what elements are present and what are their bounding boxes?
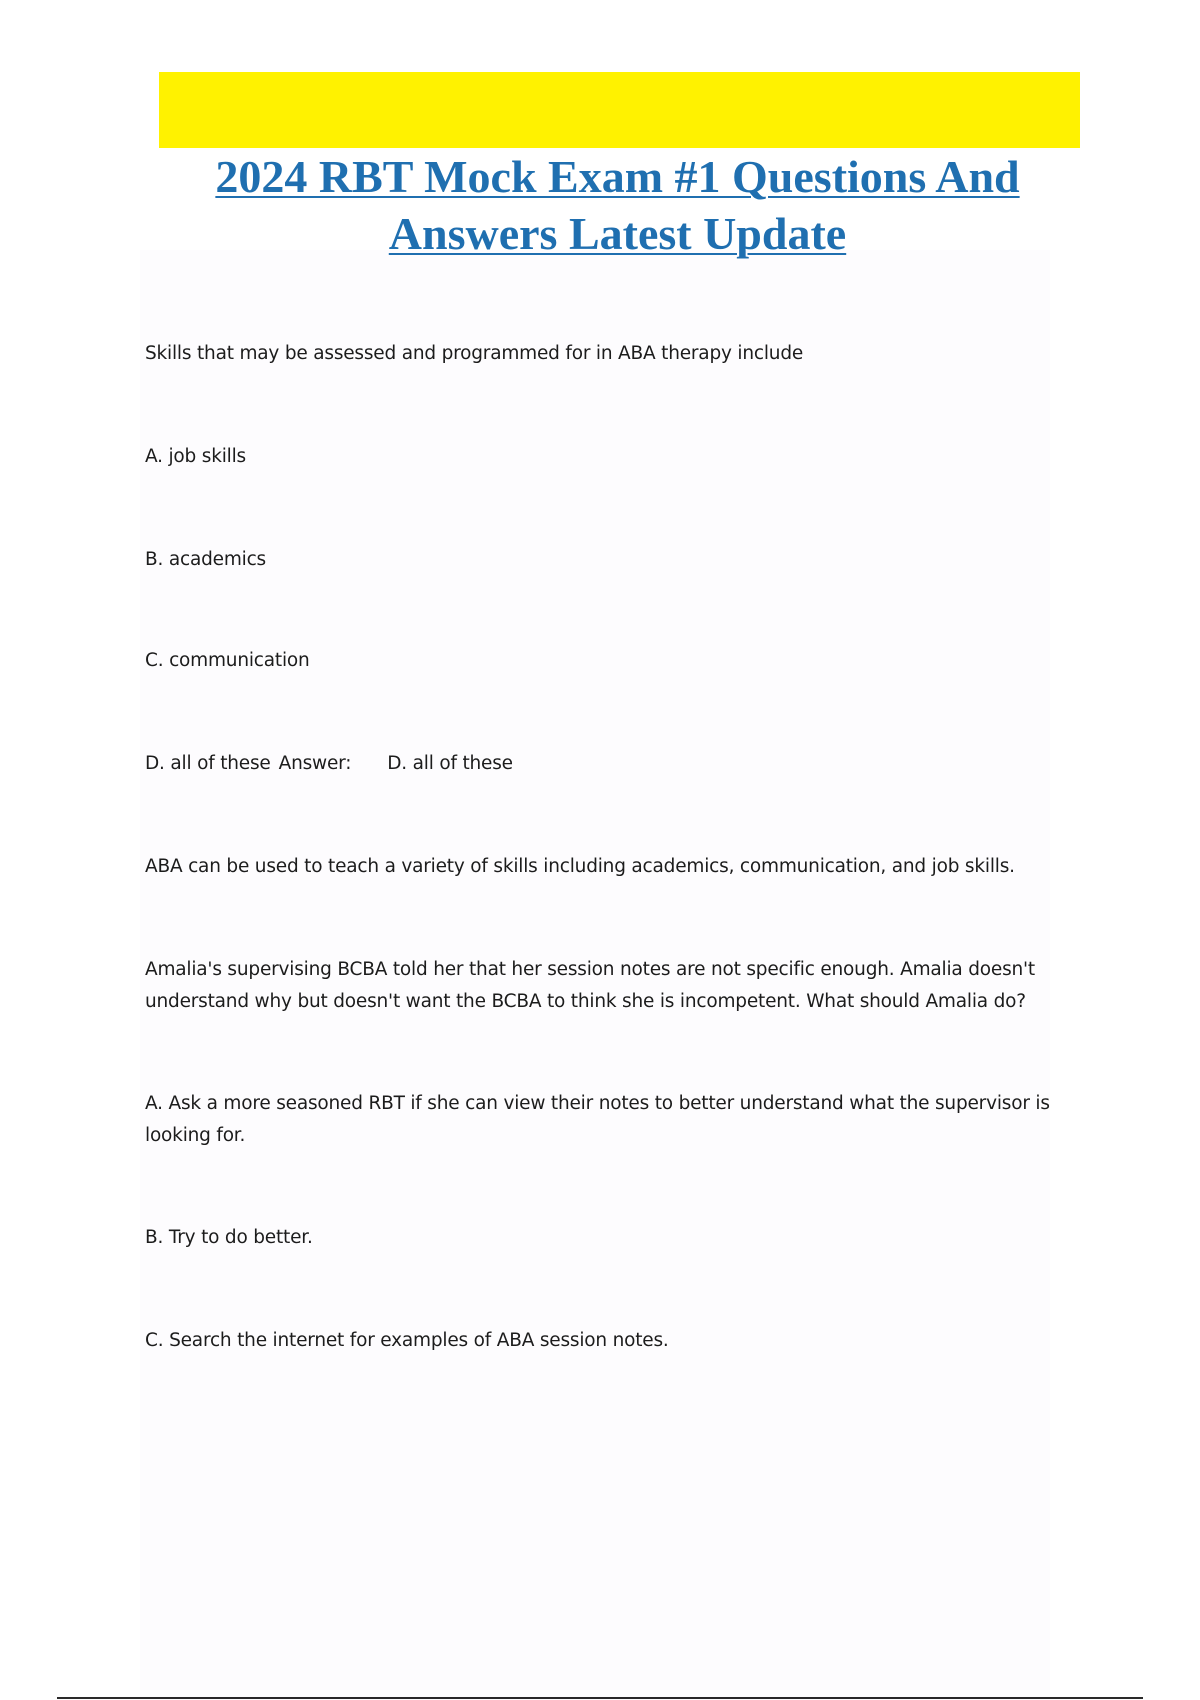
title-line-1: 2024 RBT Mock Exam #1 Questions And xyxy=(215,151,1020,202)
question-2-option-c: C. Search the internet for examples of ABA session notes. xyxy=(145,1330,669,1351)
title-highlight-bar xyxy=(159,72,1080,148)
question-1-option-b: B. academics xyxy=(145,549,266,570)
title-line-2: Answers Latest Update xyxy=(388,208,847,259)
question-1-explanation: ABA can be used to teach a variety of skills including academics, communication, and job skills. xyxy=(145,856,1015,877)
question-2-option-a: A. Ask a more seasoned RBT if she can view their notes to better understand what the supervisor is looking for. xyxy=(145,1093,1050,1146)
question-2-option-b: B. Try to do better. xyxy=(145,1227,313,1248)
answer-value: D. all of these xyxy=(387,753,513,774)
question-2-prompt: Amalia's supervising BCBA told her that her session notes are not specific enough. Amalia doesn't understand why but doesn't want the BCBA to think she is incompetent. What should Amalia do? xyxy=(145,959,1035,1012)
question-1-option-d: D. all of these xyxy=(145,753,271,774)
question-1-option-c: C. communication xyxy=(145,650,310,671)
document-title xyxy=(150,148,1085,262)
answer-label: Answer: xyxy=(278,753,352,774)
question-1-option-a: A. job skills xyxy=(145,446,246,467)
bottom-rule xyxy=(57,1697,1143,1699)
question-1-option-d-row xyxy=(145,748,513,780)
question-1-prompt: Skills that may be assessed and programmed for in ABA therapy include xyxy=(145,343,804,364)
